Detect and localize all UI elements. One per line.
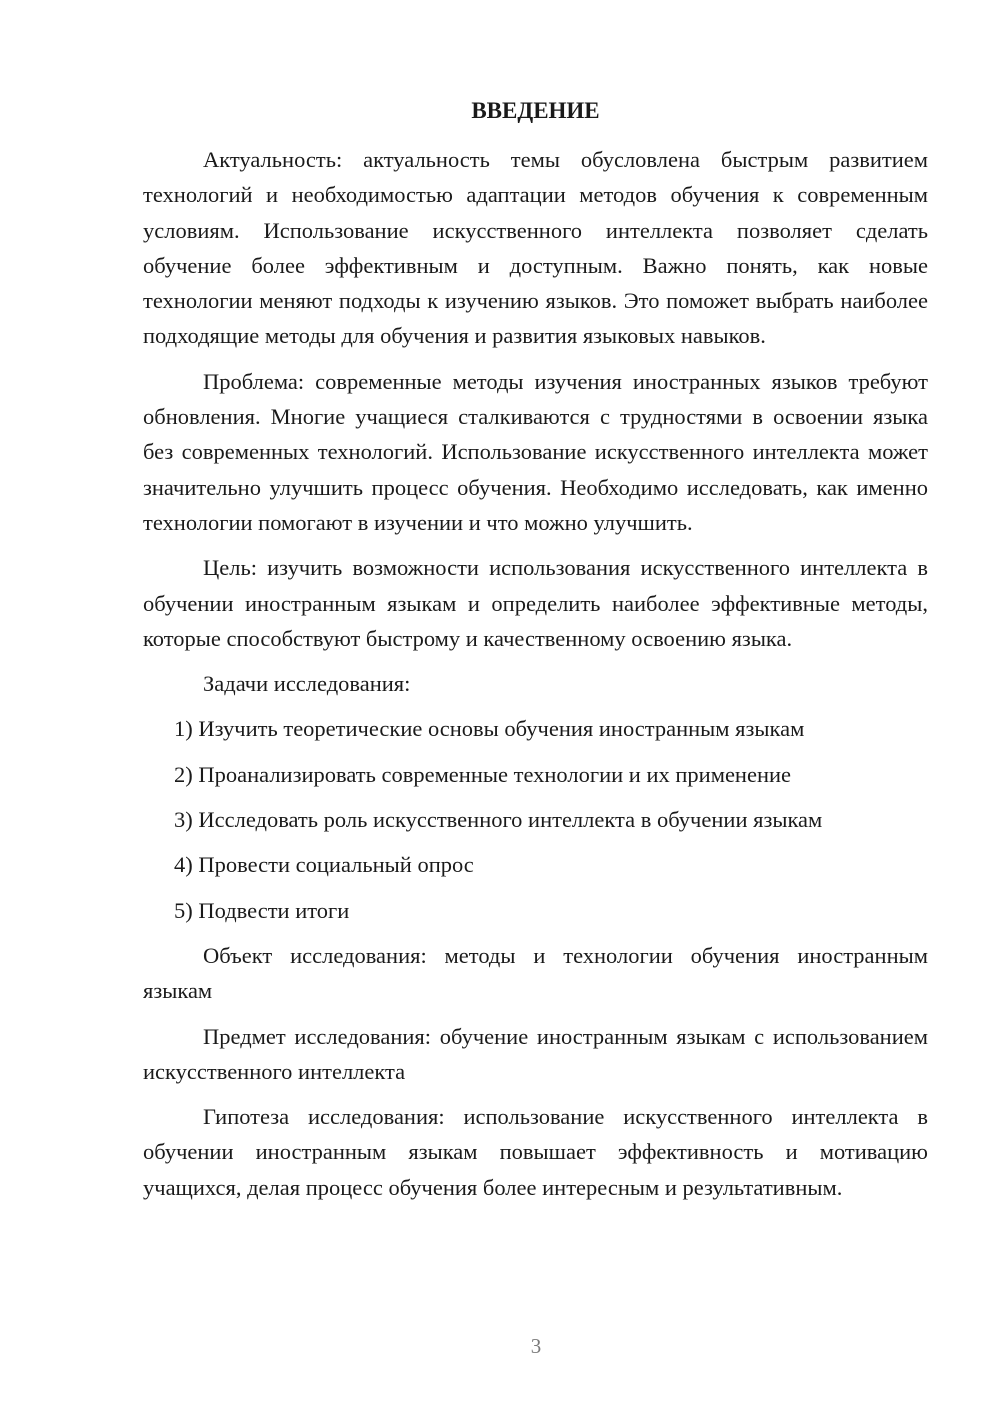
relevance-paragraph: Актуальность: актуальность темы обусловлена быстрым развитием технологий и необходимостью адаптации методов обучения к современным условиям. Использование искусственного интеллекта позволяет сделать обучение более эффективным и доступным. Важно понять, как новые технологии меняют подходы к изучению языков. Это поможет выбрать наиболее подходящие методы для обучения и развития языковых навыков. [143,147,928,349]
object-paragraph: Объект исследования: методы и технологии обучения иностранным языкам [143,942,928,1004]
subject-paragraph: Предмет исследования: обучение иностранным языкам с использованием искусственного интеллекта [143,1023,928,1084]
tasks-list [143,711,928,927]
hypothesis-paragraph: Гипотеза исследования: использование искусственного интеллекта в обучении иностранным языкам повышает эффективность и мотивацию учащихся, делая процесс обучения более интересным и результативным. [143,1104,928,1200]
goal-paragraph: Цель: изучить возможности использования искусственного интеллекта в обучении иностранным языкам и определить наиболее эффективные методы, которые способствуют быстрому и качественному освоению языка. [143,555,928,651]
problem-paragraph: Проблема: современные методы изучения иностранных языков требуют обновления. Многие учащиеся сталкиваются с трудностями в освоении языка без современных технологий. Использование искусственного интеллекта может значительно улучшить процесс обучения. Необходимо исследовать, как именно технологии помогают в изучении и что можно улучшить. [143,368,928,535]
page-number: 3 [530,1334,542,1358]
list-item: 4) Провести социальный опрос [174,852,474,878]
list-item: 3) Исследовать роль искусственного интеллекта в обучении языкам [174,807,823,833]
tasks-heading: Задачи исследования: [203,671,411,697]
document-page [143,92,928,1215]
list-item: 1) Изучить теоретические основы обучения иностранным языкам [174,716,805,742]
list-item: 2) Проанализировать современные технологии и их применение [174,761,792,787]
page-title: ВВЕДЕНИЕ [471,98,600,123]
list-item: 5) Подвести итоги [174,897,350,923]
